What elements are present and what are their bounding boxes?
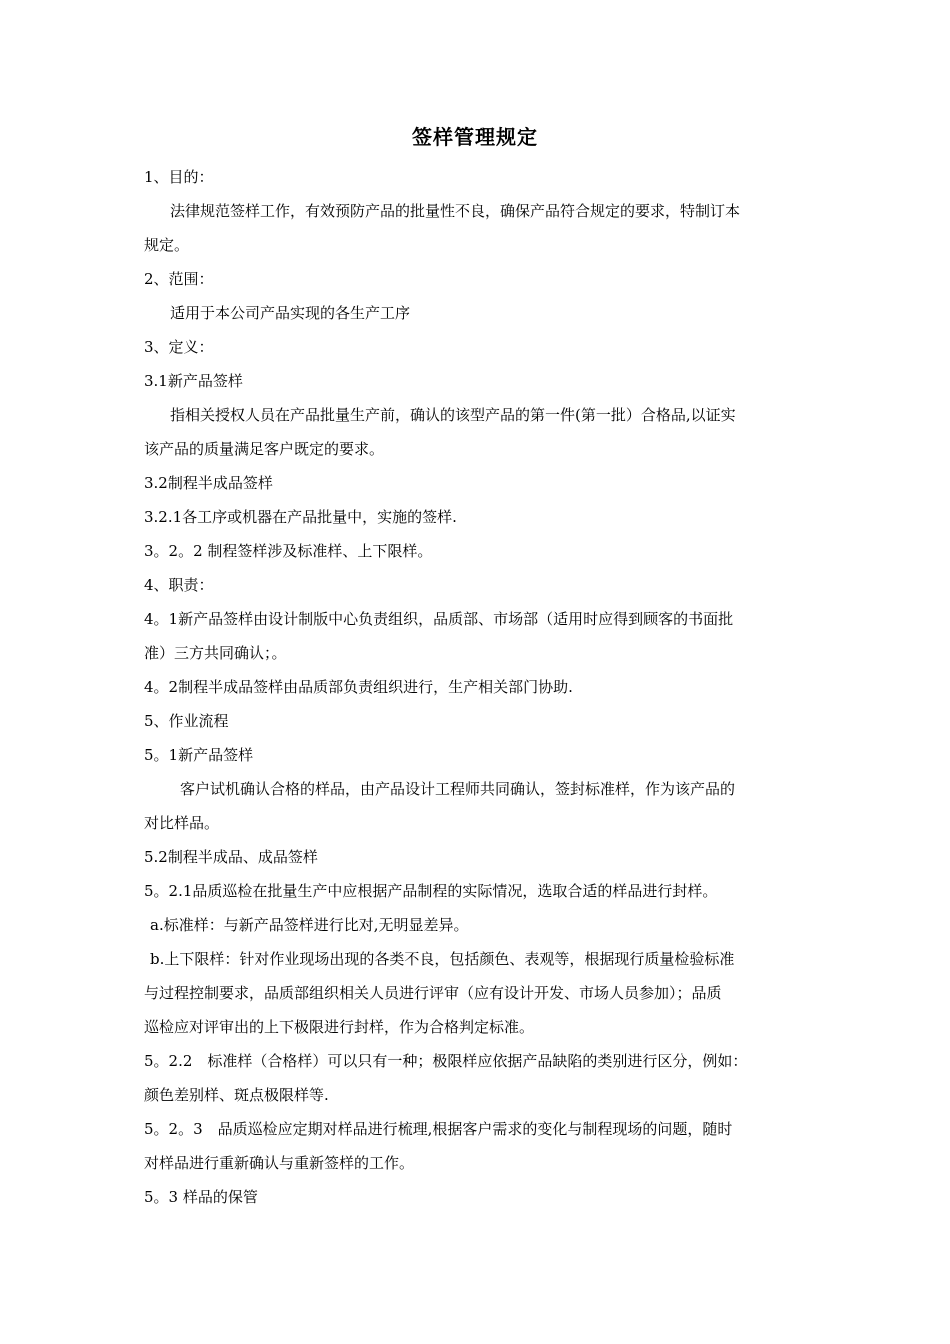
- subsection-heading: 5。1新产品签样: [144, 746, 254, 764]
- paragraph-line: 4。2制程半成品签样由品质部负责组织进行，生产相关部门协助.: [144, 678, 573, 696]
- paragraph-line: 客户试机确认合格的样品，由产品设计工程师共同确认，签封标准样，作为该产品的: [180, 780, 736, 798]
- paragraph-line: 该产品的质量满足客户既定的要求。: [144, 440, 385, 458]
- paragraph-line: 对样品进行重新确认与重新签样的工作。: [144, 1154, 415, 1172]
- paragraph-line: 颜色差别样、斑点极限样等.: [144, 1086, 329, 1104]
- document-title: 签样管理规定: [412, 125, 538, 149]
- paragraph-line: 巡检应对评审出的上下极限进行封样，作为合格判定标准。: [144, 1018, 535, 1036]
- paragraph-line: 准）三方共同确认；。: [144, 644, 287, 662]
- section-heading-definitions: 3、定义：: [144, 338, 214, 356]
- document-body: [144, 160, 816, 1214]
- list-item: b.上下限样：针对作业现场出现的各类不良，包括颜色、表观等，根据现行质量检验标准: [150, 950, 735, 968]
- list-item: a.标准样：与新产品签样进行比对,无明显差异。: [150, 916, 469, 934]
- section-heading-purpose: 1、目的：: [144, 168, 214, 186]
- paragraph-line: 与过程控制要求，品质部组织相关人员进行评审（应有设计开发、市场人员参加）；品质: [144, 984, 722, 1002]
- subsection-heading: 5。3 样品的保管: [144, 1188, 258, 1206]
- section-heading-responsibilities: 4、职责：: [144, 576, 214, 594]
- paragraph-line: 4。1新产品签样由设计制版中心负责组织，品质部、市场部（适用时应得到顾客的书面批: [144, 610, 734, 628]
- paragraph-line: 3。2。2 制程签样涉及标准样、上下限样。: [144, 542, 433, 560]
- paragraph-line: 5。2。3 品质巡检应定期对样品进行梳理,根据客户需求的变化与制程现场的问题，随时: [144, 1120, 733, 1138]
- paragraph-line: 法律规范签样工作，有效预防产品的批量性不良，确保产品符合规定的要求，特制订本: [170, 202, 741, 220]
- subsection-heading: 3.2制程半成品签样: [144, 474, 273, 492]
- subsection-heading: 5.2制程半成品、成品签样: [144, 848, 318, 866]
- section-heading-scope: 2、范围：: [144, 270, 214, 288]
- paragraph-line: 5。2.2 标准样（合格样）可以只有一种；极限样应依据产品缺陷的类别进行区分，例如：: [144, 1052, 748, 1070]
- subsection-heading: 3.1新产品签样: [144, 372, 243, 390]
- paragraph-line: 3.2.1各工序或机器在产品批量中，实施的签样.: [144, 508, 457, 526]
- paragraph-line: 规定。: [144, 236, 190, 254]
- paragraph-line: 对比样品。: [144, 814, 220, 832]
- section-heading-workflow: 5、作业流程: [144, 712, 229, 730]
- paragraph-line: 指相关授权人员在产品批量生产前，确认的该型产品的第一件(第一批）合格品,以证实: [170, 406, 736, 424]
- paragraph-line: 适用于本公司产品实现的各生产工序: [170, 304, 411, 322]
- paragraph-line: 5。2.1品质巡检在批量生产中应根据产品制程的实际情况，选取合适的样品进行封样。: [144, 882, 718, 900]
